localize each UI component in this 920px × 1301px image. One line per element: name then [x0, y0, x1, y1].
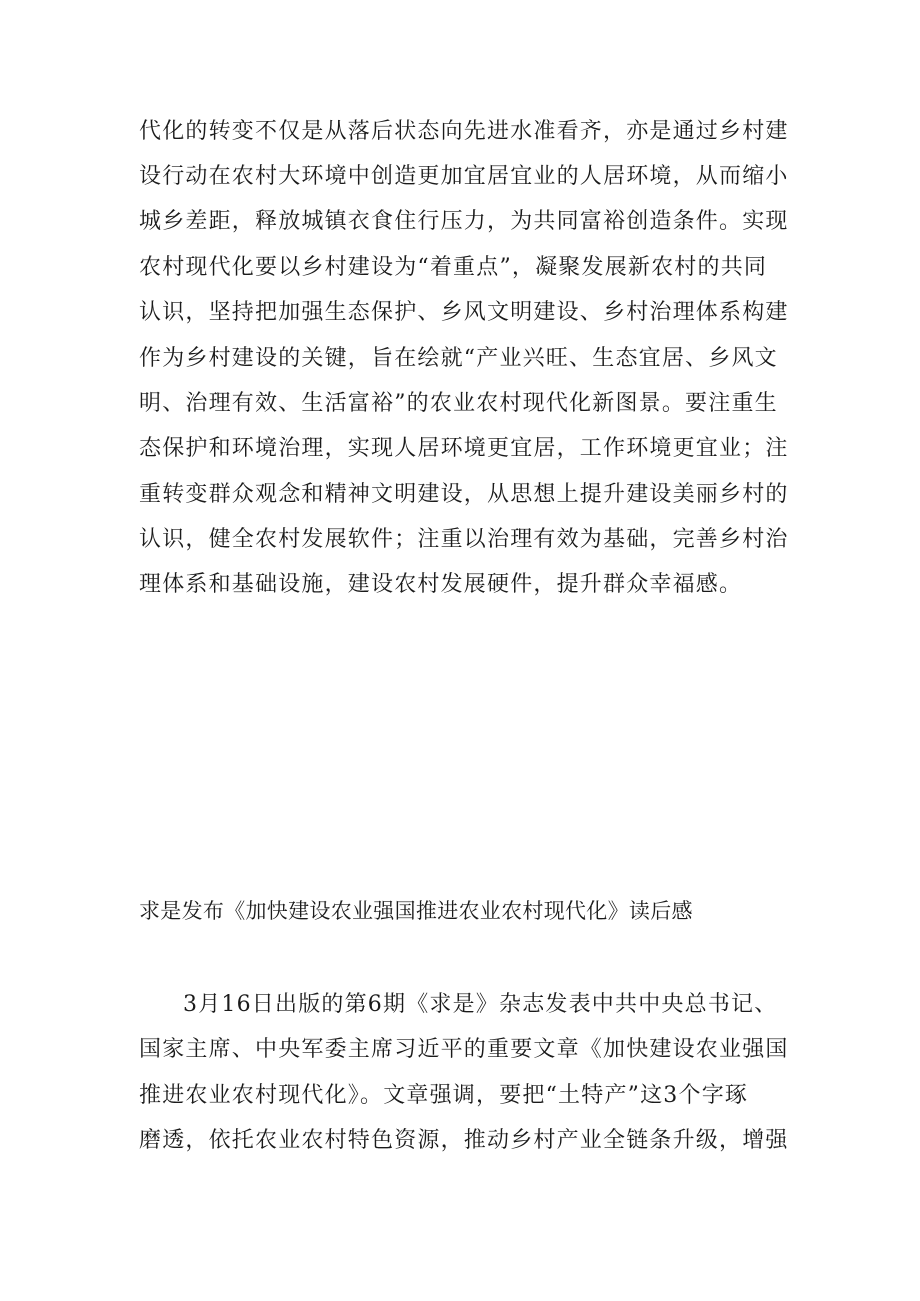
paragraph-line: 3月16日出版的第6期《求是》杂志发表中共中央总书记、 — [183, 992, 778, 1017]
paragraph-line: 国家主席、中央军委主席习近平的重要文章《加快建设农业强国 — [139, 1037, 789, 1062]
paragraph-line: 设行动在农村大环境中创造更加宜居宜业的人居环境，从而缩小 — [139, 164, 789, 189]
paragraph-line: 磨透，依托农业农村特色资源，推动乡村产业全链条升级，增强 — [139, 1128, 789, 1153]
paragraph-line: 城乡差距，释放城镇衣食住行压力，为共同富裕创造条件。实现 — [139, 209, 789, 234]
paragraph-line: 认识，坚持把加强生态保护、乡风文明建设、乡村治理体系构建 — [139, 300, 789, 325]
paragraph-line: 理体系和基础设施，建设农村发展硬件，提升群众幸福感。 — [139, 572, 743, 597]
paragraph-line: 农村现代化要以乡村建设为“着重点”，凝聚发展新农村的共同 — [139, 255, 768, 280]
paragraph-line: 作为乡村建设的关键，旨在绘就“产业兴旺、生态宜居、乡风文 — [139, 346, 778, 371]
paragraph-line: 认识，健全农村发展软件；注重以治理有效为基础，完善乡村治 — [139, 527, 789, 552]
paragraph-line: 明、治理有效、生活富裕”的农业农村现代化新图景。要注重生 — [139, 391, 778, 416]
paragraph-line: 态保护和环境治理，实现人居环境更宜居，工作环境更宜业；注 — [139, 436, 789, 461]
article-title: 求是发布《加快建设农业强国推进农业农村现代化》读后感 — [139, 899, 693, 923]
paragraph-line: 代化的转变不仅是从落后状态向先进水准看齐，亦是通过乡村建 — [139, 119, 789, 144]
paragraph-line: 推进农业农村现代化》。文章强调，要把“土特产”这3个字琢 — [139, 1083, 749, 1108]
paragraph-line: 重转变群众观念和精神文明建设，从思想上提升建设美丽乡村的 — [139, 482, 789, 507]
